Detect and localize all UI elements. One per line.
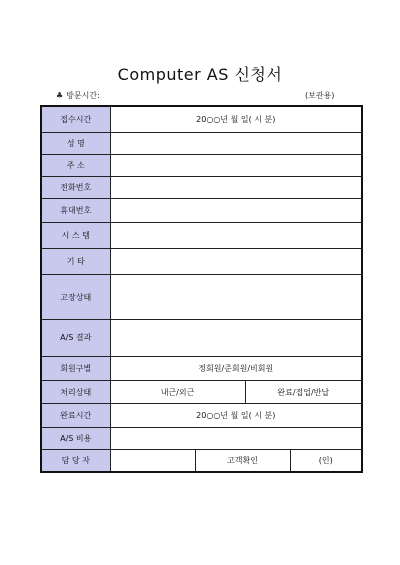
completion-time-field[interactable]: 20○○년 월 일( 시 분): [110, 403, 362, 427]
other-label: 기 타: [41, 249, 110, 275]
completion-time-label: 완료시간: [41, 403, 110, 427]
as-cost-field[interactable]: [110, 427, 362, 449]
reception-time-label: 접수시간: [41, 106, 110, 132]
mobile-field[interactable]: [110, 199, 362, 222]
copy-note: (보관용): [305, 91, 335, 100]
request-form-table: [40, 105, 363, 473]
phone-field[interactable]: [110, 177, 362, 199]
address-label: 주 소: [41, 155, 110, 177]
form-title: Computer AS 신청서: [117, 65, 283, 84]
membership-field[interactable]: 정회원/준회원/비회원: [110, 357, 362, 381]
row-reception-time: [41, 106, 362, 132]
address-field[interactable]: [110, 155, 362, 177]
customer-seal-field[interactable]: (인): [290, 450, 362, 472]
club-icon: ♣: [56, 91, 64, 100]
reception-time-field[interactable]: 20○○년 월 일( 시 분): [110, 106, 362, 132]
row-staff: [41, 450, 362, 472]
name-field[interactable]: [110, 132, 362, 154]
row-mobile: [41, 199, 362, 222]
as-cost-label: A/S 비용: [41, 427, 110, 449]
fault-field[interactable]: [110, 275, 362, 319]
row-other: [41, 249, 362, 275]
processing-location-field[interactable]: 내근/외근: [110, 381, 245, 403]
visit-time-label: 방문시간:: [66, 91, 100, 100]
staff-label: 담 당 자: [41, 450, 110, 472]
row-membership: [41, 357, 362, 381]
row-address: [41, 155, 362, 177]
customer-confirm-label: 고객확인: [195, 450, 290, 472]
as-result-label: A/S 결과: [41, 319, 110, 356]
processing-label: 처리상태: [41, 381, 110, 403]
membership-label: 회원구별: [41, 357, 110, 381]
system-label: 시 스 템: [41, 222, 110, 248]
mobile-label: 휴대번호: [41, 199, 110, 222]
row-system: [41, 222, 362, 248]
row-processing: [41, 381, 362, 403]
row-as-result: [41, 319, 362, 356]
staff-field[interactable]: [110, 450, 195, 472]
processing-result-field[interactable]: 완료/접업/반납: [245, 381, 362, 403]
row-as-cost: [41, 427, 362, 449]
fault-label: 고장상태: [41, 275, 110, 319]
row-fault: [41, 275, 362, 319]
visit-time-line: [56, 90, 100, 101]
as-result-field[interactable]: [110, 319, 362, 356]
row-completion-time: [41, 403, 362, 427]
row-name: [41, 132, 362, 154]
system-field[interactable]: [110, 222, 362, 248]
name-label: 성 명: [41, 132, 110, 154]
phone-label: 전화번호: [41, 177, 110, 199]
row-phone: [41, 177, 362, 199]
other-field[interactable]: [110, 249, 362, 275]
